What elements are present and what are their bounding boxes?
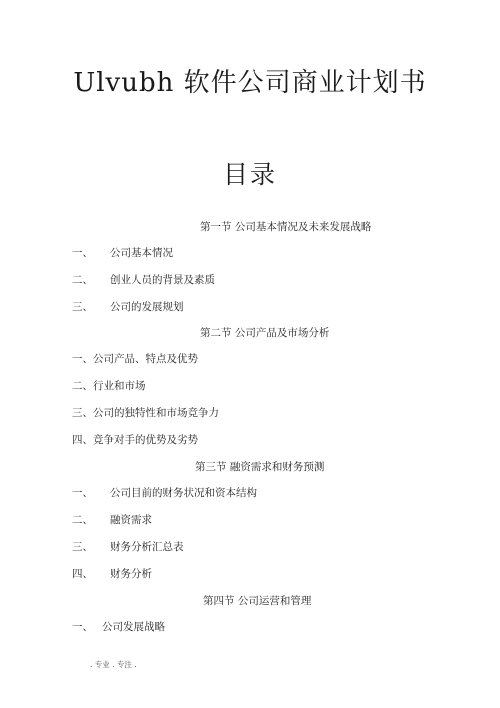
toc-item-text: 公司的发展规划 [110, 301, 184, 313]
toc-item-text: 创业人员的背景及素质 [110, 274, 215, 286]
toc-item[interactable] [72, 566, 152, 581]
toc-item[interactable] [72, 272, 215, 287]
page-footer: . 专业 . 专注 . [90, 660, 137, 669]
toc-item-number: 三、 [72, 541, 93, 553]
toc-item-text: 一、公司产品、特点及优势 [72, 353, 198, 365]
section-heading-1: 第一节 公司基本情况及未来发展战略 [200, 221, 372, 233]
toc-item[interactable] [72, 299, 184, 314]
toc-item[interactable] [72, 485, 257, 500]
toc-item-text: 四、竞争对手的优势及劣势 [72, 434, 198, 446]
toc-item-text: 财务分析 [110, 568, 152, 580]
toc-item-number: 二、 [72, 274, 93, 286]
toc-item-number: 一、 [72, 487, 93, 499]
toc-item-text: 融资需求 [110, 514, 152, 526]
document-title: Ulvubh 软件公司商业计划书 [73, 68, 427, 98]
section-heading-2: 第二节 公司产品及市场分析 [200, 327, 330, 339]
section-heading-4: 第四节 公司运营和管理 [203, 595, 312, 607]
toc-item[interactable] [72, 512, 152, 527]
toc-item-text: 公司目前的财务状况和资本结构 [110, 487, 257, 499]
toc-item-number: 三、 [72, 301, 93, 313]
toc-item[interactable] [72, 245, 173, 260]
toc-item-number: 二、 [72, 514, 93, 526]
toc-item-number: 一、 [72, 247, 93, 259]
toc-item-text: 财务分析汇总表 [110, 541, 184, 553]
toc-item-text: 公司基本情况 [110, 247, 173, 259]
toc-item-number: 四、 [72, 568, 93, 580]
toc-item-text: 二、行业和市场 [72, 380, 146, 392]
toc-item[interactable] [72, 619, 165, 634]
toc-item-number: 一、 [72, 621, 93, 633]
section-heading-3: 第三节 融资需求和财务预测 [195, 461, 325, 473]
toc-heading: 目录 [222, 160, 277, 189]
toc-item[interactable] [72, 539, 184, 554]
toc-item-text: 三、公司的独特性和市场竞争力 [72, 407, 219, 419]
toc-item-text: 公司发展战略 [102, 621, 165, 633]
